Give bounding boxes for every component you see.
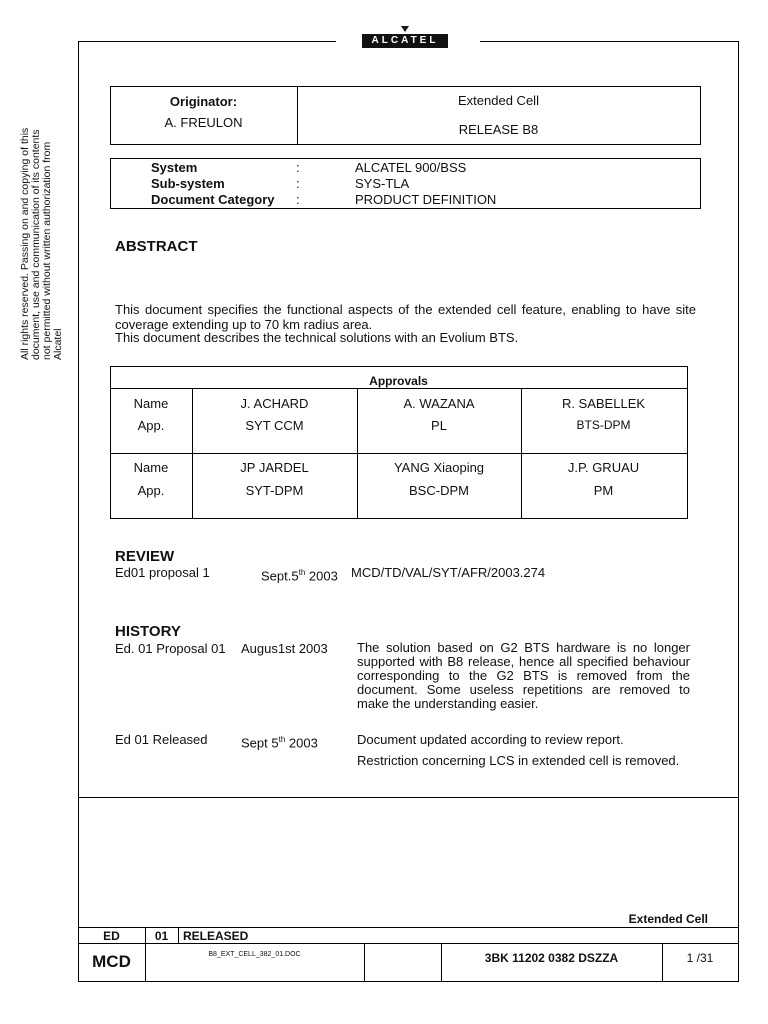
approver-role: PL [431, 418, 447, 433]
approver-role: BSC-DPM [409, 483, 469, 498]
originator-label: Originator: [169, 94, 238, 109]
approvals-app-label-2: App. [137, 483, 165, 498]
history-date-2 [241, 732, 318, 750]
history-date-2-year: 2003 [285, 735, 318, 751]
footer-filename: B8_EXT_CELL_382_01.DOC [208, 951, 301, 958]
history-date-2-main: Sept 5 [241, 735, 279, 751]
footer-doc-reference: 3BK 11202 0382 DSZZA [484, 951, 619, 965]
system-sep: : [296, 160, 300, 175]
history-text-2a: Document updated according to review report. [357, 732, 624, 747]
abstract-heading: ABSTRACT [115, 238, 198, 255]
alcatel-logo: ALCATEL [362, 34, 448, 48]
footer-ed-label: ED [103, 929, 120, 943]
copyright-line-3: not permitted without written authorization from Alcatel [41, 141, 64, 360]
history-edition-2: Ed 01 Released [115, 732, 208, 747]
copyright-line-2: document, use and communication of its contents [30, 129, 42, 360]
copyright-line-1: All rights reserved. Passing on and copying of this [19, 127, 31, 360]
review-edition: Ed01 proposal 1 [115, 565, 210, 580]
abstract-paragraph-2: This document describes the technical solutions with an Evolium BTS. [115, 330, 519, 345]
review-date-main: Sept.5 [261, 568, 299, 584]
copyright-notice [19, 120, 64, 360]
logo-triangle-icon [401, 26, 409, 32]
originator-value: A. FREULON [164, 115, 243, 130]
approver-name: R. SABELLEK [561, 396, 646, 411]
history-heading: HISTORY [115, 623, 181, 640]
footer-page-number: 1 /31 [686, 951, 714, 965]
approver-role: SYT CCM [245, 418, 304, 433]
subsystem-label: Sub-system [151, 176, 225, 191]
approver-role: BTS-DPM [576, 418, 631, 432]
footer-mcd: MCD [92, 952, 131, 971]
history-text-1: The solution based on G2 BTS hardware is no longer supported with B8 release, hence all specified behaviour corresponding to the G2 BTS is removed from the document. Some useless repetitions are removed to make the understanding easier. [357, 640, 690, 711]
document-title: Extended Cell [458, 93, 539, 108]
review-date-year: 2003 [305, 568, 338, 584]
approvals-name-label-2: Name [133, 460, 169, 475]
review-date-sup: th [298, 568, 306, 577]
abstract-paragraph-1: This document specifies the functional aspects of the extended cell feature, enabling to have site coverage extending up to 70 km radius area. [115, 302, 696, 332]
system-value: ALCATEL 900/BSS [355, 160, 467, 175]
review-reference: MCD/TD/VAL/SYT/AFR/2003.274 [351, 565, 546, 580]
history-edition-1: Ed. 01 Proposal 01 [115, 641, 226, 656]
approver-name: YANG Xiaoping [393, 460, 485, 475]
subsystem-sep: : [296, 176, 300, 191]
approvals-title: Approvals [369, 374, 428, 388]
review-heading: REVIEW [115, 548, 175, 565]
approver-name: JP JARDEL [240, 460, 309, 475]
review-date [261, 565, 338, 583]
release-label: RELEASE B8 [458, 122, 539, 137]
subsystem-value: SYS-TLA [355, 176, 410, 191]
approver-name: J.P. GRUAU [567, 460, 640, 475]
footer-doc-title: Extended Cell [628, 912, 708, 926]
footer-ed-number: 01 [154, 929, 169, 943]
category-label: Document Category [151, 192, 275, 207]
footer-status: RELEASED [183, 929, 249, 943]
approver-name: J. ACHARD [240, 396, 309, 411]
history-date-2-sup: th [278, 735, 286, 744]
approver-role: SYT-DPM [245, 483, 304, 498]
approvals-name-label-1: Name [133, 396, 169, 411]
system-label: System [151, 160, 198, 175]
category-value: PRODUCT DEFINITION [355, 192, 497, 207]
approver-role: PM [593, 483, 614, 498]
history-text-2b: Restriction concerning LCS in extended cell is removed. [357, 753, 680, 768]
approvals-app-label-1: App. [137, 418, 165, 433]
category-sep: : [296, 192, 300, 207]
history-date-1: Augus1st 2003 [241, 641, 328, 656]
approver-name: A. WAZANA [403, 396, 475, 411]
